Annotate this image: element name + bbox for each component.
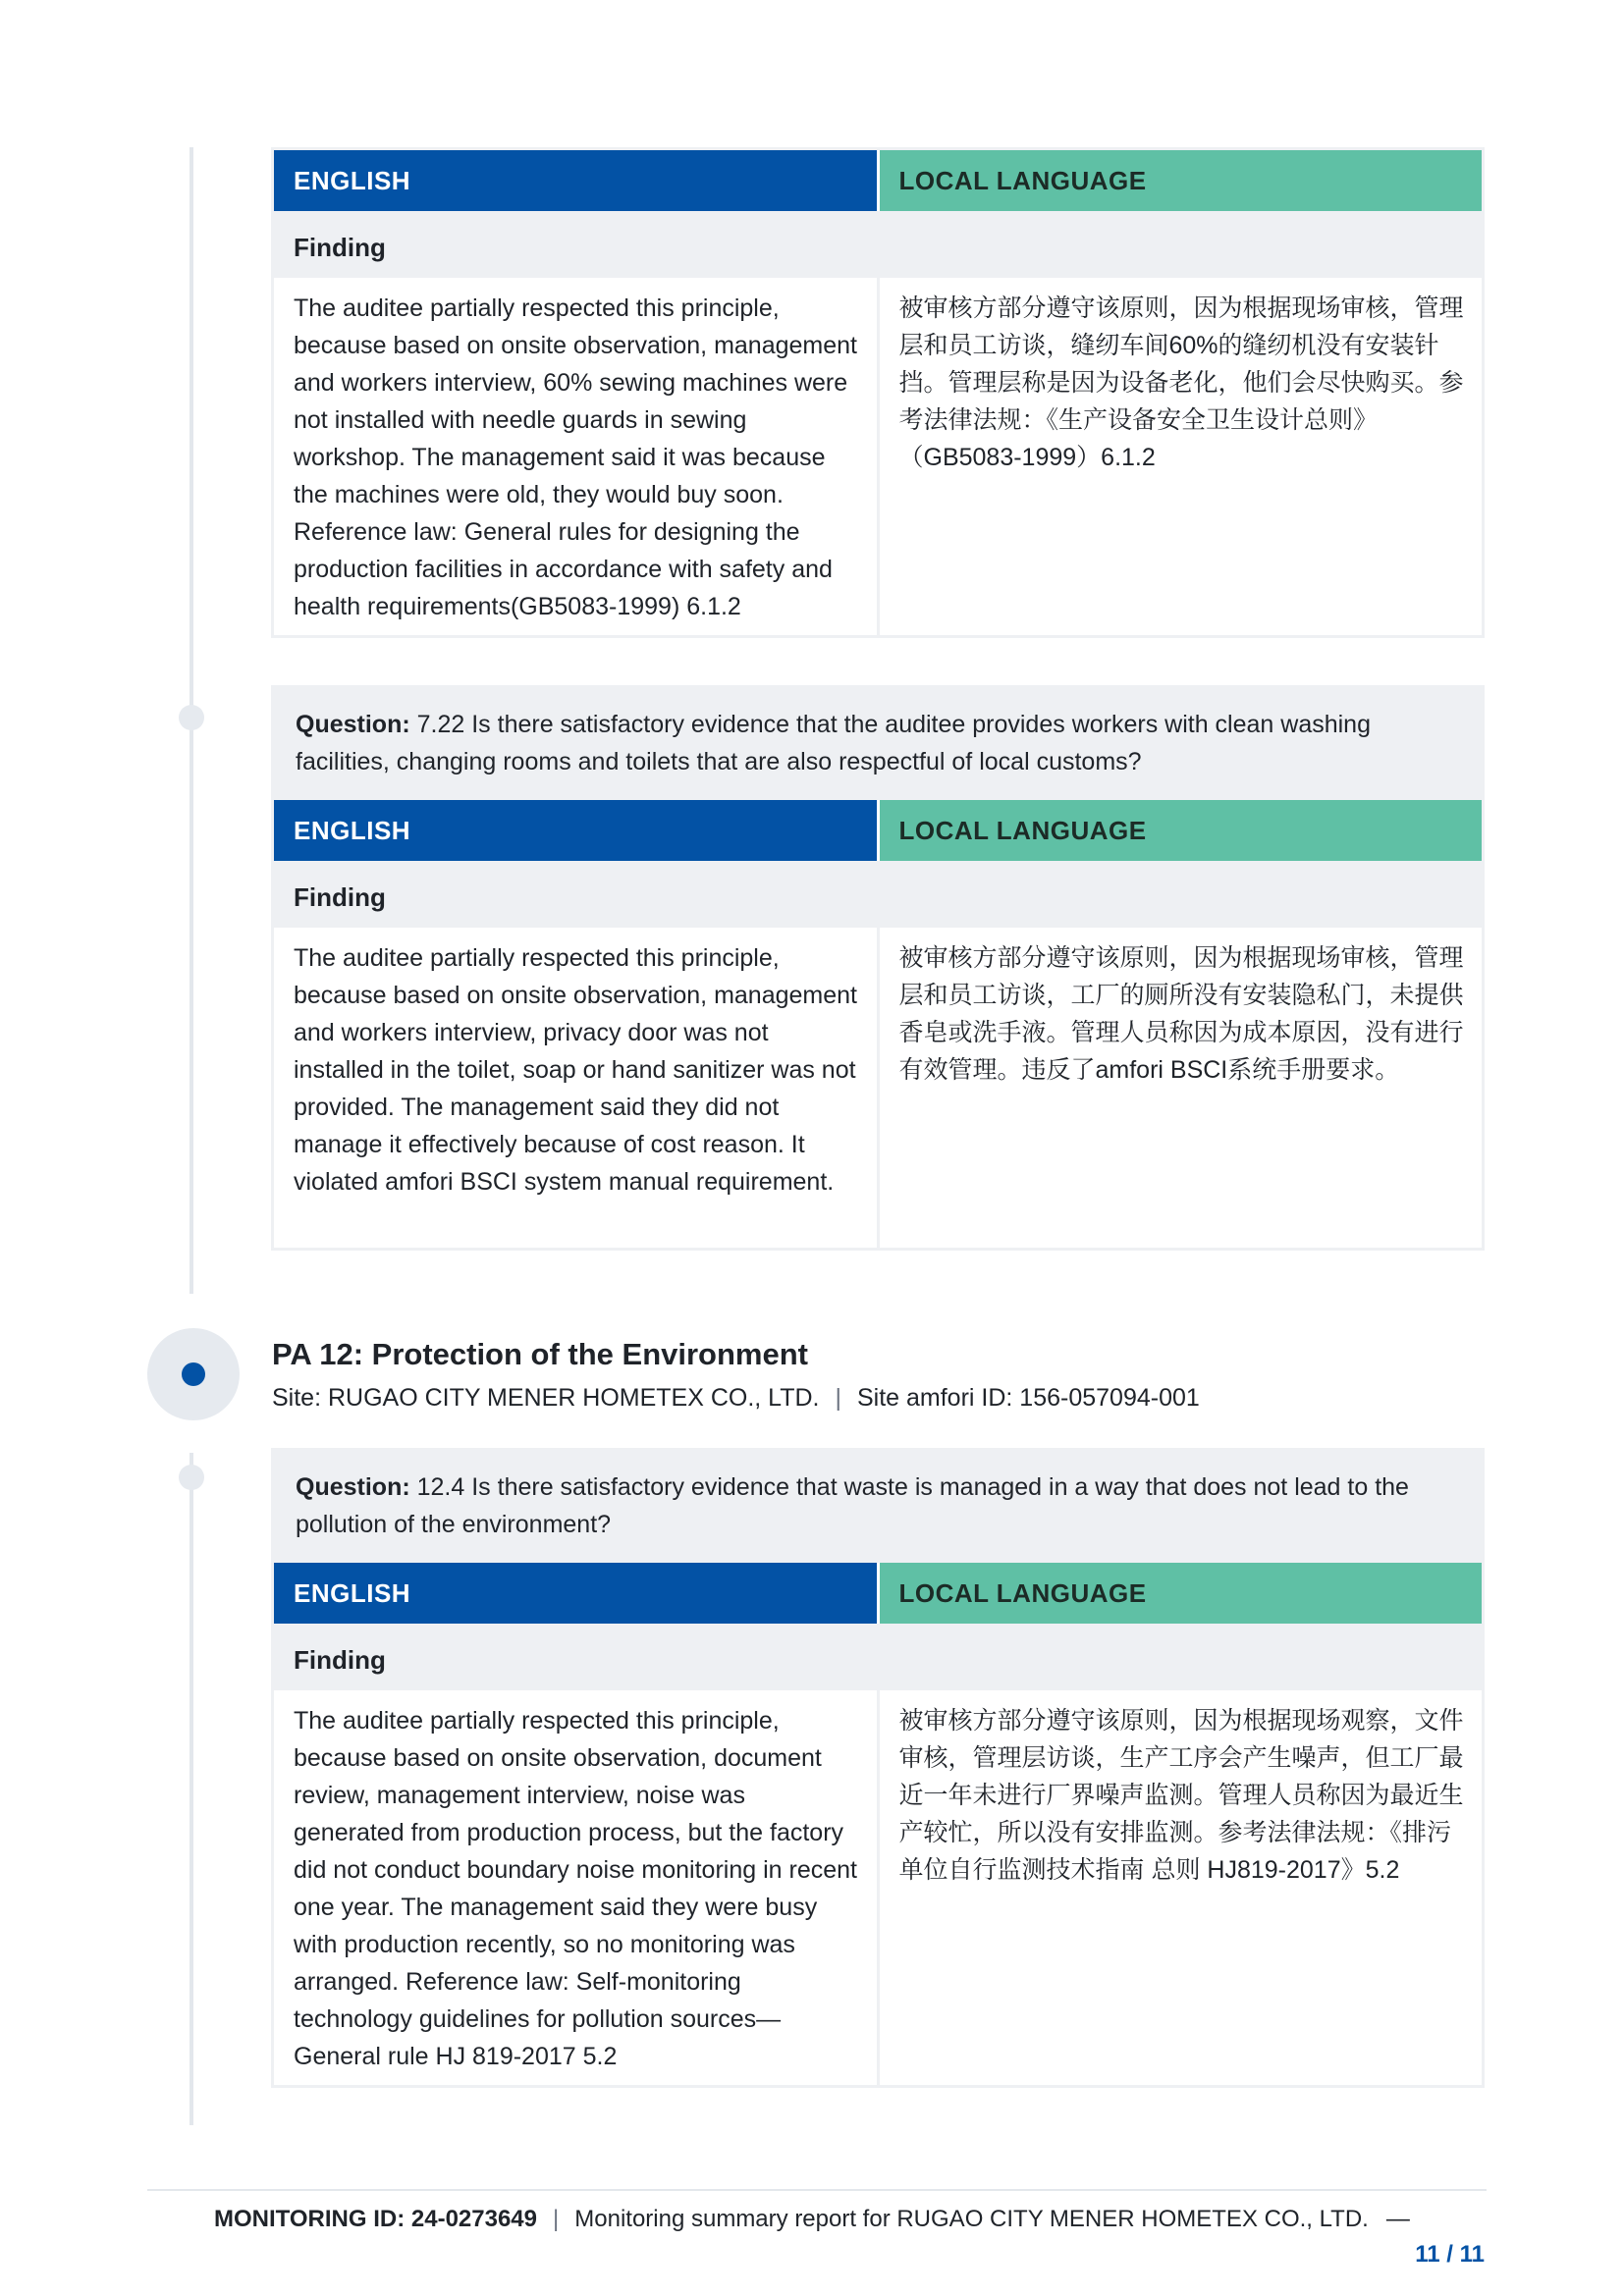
timeline-dot xyxy=(179,1465,204,1490)
pa-site-line xyxy=(272,1384,1200,1413)
finding-english-text: The auditee partially respected this principle, because based on onsite observation, management and workers interview, 60% sewing machines were not installed with needle guards in sewing workshop. The management said it was because the machines were old, they would buy soon. Reference law: General rules for designing the production facilities in accordance with safety and health requirements(GB5083-1999) 6.1.2 xyxy=(294,294,857,620)
finding-english-text: The auditee partially respected this principle, because based on onsite observation, document review, management interview, noise was generated from production process, but the factory did not conduct boundary noise monitoring in recent one year. The management said they were busy with production recently, so no monitoring was arranged. Reference law: Self-monitoring technology guidelines for pollution sources—General rule HJ 819-2017 5.2 xyxy=(294,1707,857,2070)
report-title: Monitoring summary report for RUGAO CITY MENER HOMETEX CO., LTD. xyxy=(574,2206,1369,2232)
question-text: 12.4 Is there satisfactory evidence that waste is managed in a way that does not lead to the pollution of the environment? xyxy=(296,1473,1409,1538)
finding-english-text: The auditee partially respected this principle, because based on onsite observation, management and workers interview, privacy door was not installed in the toilet, soap or hand sanitizer was not provided. The management said they did not manage it effectively because of cost reason. It violated amfori BSCI system manual requirement. xyxy=(294,944,857,1196)
question xyxy=(274,1451,1482,1563)
finding-local-text: 被审核方部分遵守该原则，因为根据现场审核，管理层和员工访谈，缝纫车间60%的缝纫机没有安装针挡。管理层称是因为设备老化，他们会尽快购买。参考法律法规：《生产设备安全卫生设计总则》（GB5083-1999）6.1.2 xyxy=(898,294,1464,471)
site-separator: | xyxy=(835,1384,841,1412)
question-block-12-4 xyxy=(271,1448,1485,2088)
question-text: 7.22 Is there satisfactory evidence that the auditee provides workers with clean washing facilities, changing rooms and toilets that are also respectful of local customs? xyxy=(296,711,1371,775)
finding-label: Finding xyxy=(274,211,1482,278)
footer-divider xyxy=(147,2189,1487,2191)
finding-local-text: 被审核方部分遵守该原则，因为根据现场观察，文件审核，管理层访谈，生产工序会产生噪声，但工厂最近一年未进行厂界噪声监测。管理人员称因为最近生产较忙，所以没有安排监测。参考法律法规：《排污单位自行监测技术指南 总则 HJ819-2017》5.2 xyxy=(898,1707,1464,1884)
footer xyxy=(214,2206,1410,2233)
monitoring-id: MONITORING ID: 24-0273649 xyxy=(214,2206,538,2232)
timeline-line-lower xyxy=(189,1453,193,2125)
timeline-dot xyxy=(179,705,204,730)
footer-separator: | xyxy=(553,2206,560,2232)
pa-title: PA 12: Protection of the Environment xyxy=(272,1337,808,1371)
question-label: Question: xyxy=(296,711,410,738)
pa-marker-dot xyxy=(182,1362,205,1386)
finding-label: Finding xyxy=(274,1624,1482,1690)
english-header: ENGLISH xyxy=(274,1563,877,1624)
question xyxy=(274,688,1482,800)
english-header: ENGLISH xyxy=(274,800,877,861)
site-name: Site: RUGAO CITY MENER HOMETEX CO., LTD. xyxy=(272,1384,820,1412)
page-number: 11 / 11 xyxy=(1415,2241,1485,2268)
local-language-header: LOCAL LANGUAGE xyxy=(880,1563,1483,1624)
question-label: Question: xyxy=(296,1473,410,1501)
site-amfori-id: Site amfori ID: 156-057094-001 xyxy=(856,1384,1200,1412)
pa-marker xyxy=(147,1328,240,1420)
local-language-header: LOCAL LANGUAGE xyxy=(880,800,1483,861)
finding-local-text: 被审核方部分遵守该原则，因为根据现场审核，管理层和员工访谈，工厂的厕所没有安装隐私门，未提供香皂或洗手液。管理人员称因为成本原因，没有进行有效管理。违反了amfori BSCI系统手册要求。 xyxy=(898,944,1464,1084)
footer-dash: — xyxy=(1385,2206,1410,2232)
english-header: ENGLISH xyxy=(274,150,877,211)
finding-block-1 xyxy=(271,147,1485,638)
finding-label: Finding xyxy=(274,861,1482,928)
local-language-header: LOCAL LANGUAGE xyxy=(880,150,1483,211)
question-block-7-22 xyxy=(271,685,1485,1251)
